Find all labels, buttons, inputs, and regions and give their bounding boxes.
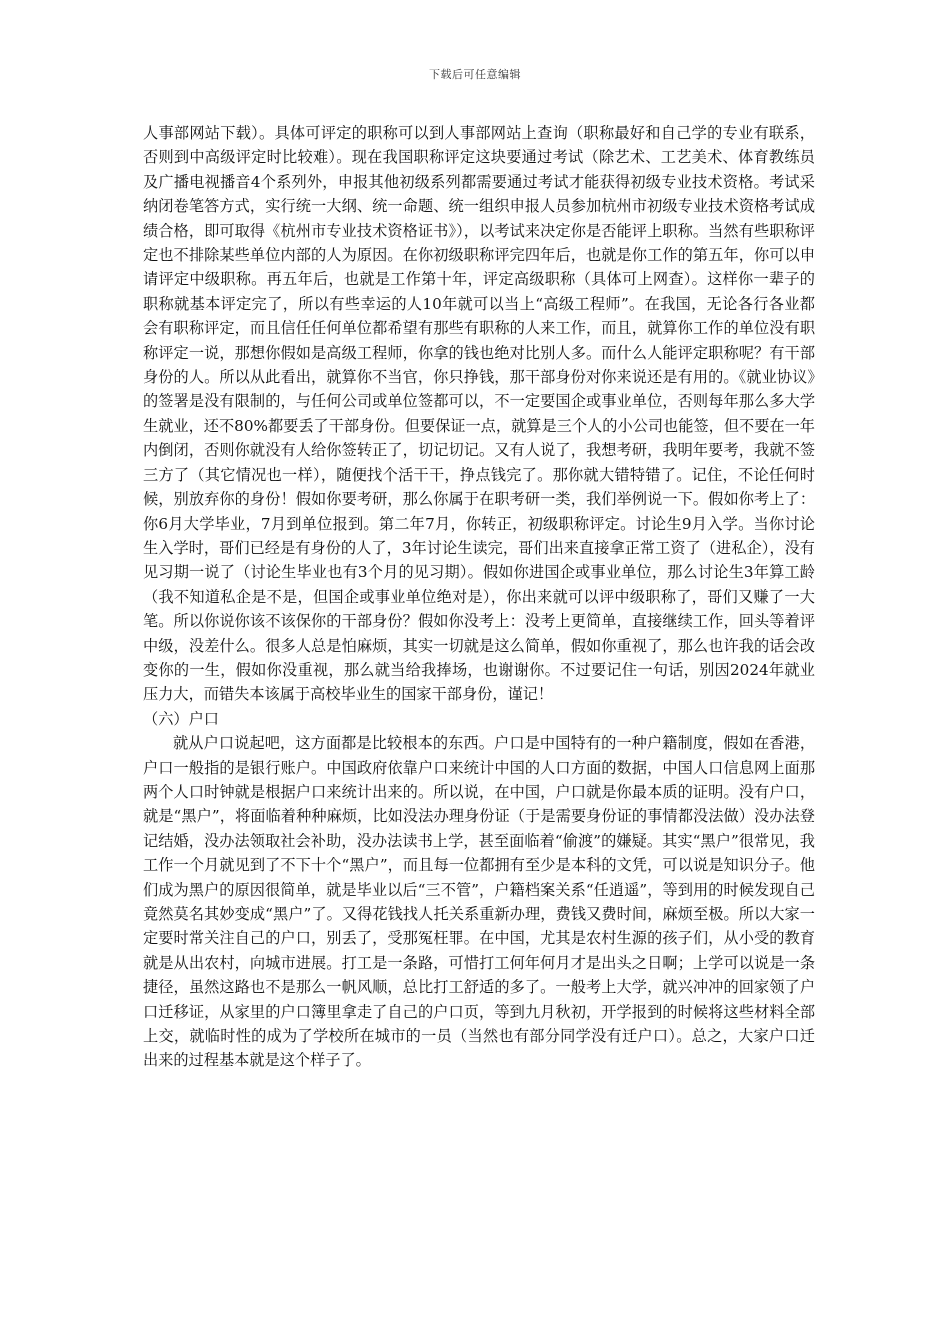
document-body <box>143 121 815 1073</box>
body-paragraph-job-title: 人事部网站下载）。具体可评定的职称可以到人事部网站上查询（职称最好和自己学的专业有联系，否则到中高级评定时比较难）。现在我国职称评定这块要通过考试（除艺术、工艺美术、体育教练员及广播电视播音4个系列外，申报其他初级系列都需要通过考试才能获得初级专业技术资格。考试采纳闭卷笔答方式，实行统一大纲、统一命题、统一组织申报人员参加杭州市初级专业技术资格考试成绩合格，即可取得《杭州市专业技术资格证书》），以考试来决定你是否能评上职称。当然有些职称评定也不排除某些单位内部的人为原因。在你初级职称评完四年后，也就是你工作的第五年，你可以申请评定中级职称。再五年后，也就是工作第十年，评定高级职称（具体可上网查）。这样你一辈子的职称就基本评定完了，所以有些幸运的人10年就可以当上“高级工程师”。在我国，无论各行各业都会有职称评定，而且信任任何单位都希望有那些有职称的人来工作，而且，就算你工作的单位没有职称评定一说，那想你假如是高级工程师，你拿的钱也绝对比别人多。而什么人能评定职称呢？有干部身份的人。所以从此看出，就算你不当官，你只挣钱，那干部身份对你来说还是有用的。《就业协议》的签署是没有限制的，与任何公司或单位签都可以，不一定要国企或事业单位，否则每年那么多大学生就业，还不80%都要丢了干部身份。但要保证一点，就算是三个人的小公司也能签，但不要在一年内倒闭，否则你就没有人给你签转正了，切记切记。又有人说了，我想考研，我明年要考，我就不签三方了（其它情况也一样），随便找个活干干，挣点钱完了。那你就大错特错了。记住，不论任何时候，别放弃你的身份！假如你要考研，那么你属于在职考研一类，我们举例说一下。假如你考上了：你6月大学毕业，7月到单位报到。第二年7月，你转正，初级职称评定。讨论生9月入学。当你讨论生入学时，哥们已经是有身份的人了，3年讨论生读完，哥们出来直接拿正常工资了（进私企），没有见习期一说了（讨论生毕业也有3个月的见习期）。假如你进国企或事业单位，那么讨论生3年算工龄（我不知道私企是不是，但国企或事业单位绝对是），你出来就可以评中级职称了，哥们又赚了一大笔。所以你说你该不该保你的干部身份？假如你没考上：没考上更简单，直接继续工作，回头等着评中级，没差什么。很多人总是怕麻烦，其实一切就是这么简单，假如你重视了，那么也许我的话会改变你的一生，假如你没重视，那么就当给我捧场，也谢谢你。不过要记住一句话，别因2024年就业压力大，而错失本该属于高校毕业生的国家干部身份，谨记！ <box>143 124 815 704</box>
section-heading-hukou: （六）户口 <box>143 709 219 728</box>
page-header: 下载后可任意编辑 <box>429 68 521 81</box>
body-paragraph-hukou: 就从户口说起吧，这方面都是比较根本的东西。户口是中国特有的一种户籍制度，假如在香港，户口一般指的是银行账户。中国政府依靠户口来统计中国的人口方面的数据，中国人口信息网上面那两个人口时钟就是根据户口来统计出来的。所以说，在中国，户口就是你最本质的证明。没有户口，就是“黑户”，将面临着种种麻烦，比如没法办理身份证（于是需要身份证的事情都没法做）没办法登记结婚，没办法领取社会补助，没办法读书上学，甚至面临着“偷渡”的嫌疑。其实“黑户”很常见，我工作一个月就见到了不下十个“黑户”，而且每一位都拥有至少是本科的文凭，可以说是知识分子。他们成为黑户的原因很简单，就是毕业以后“三不管”，户籍档案关系“任逍遥”，等到用的时候发现自己竟然莫名其妙变成“黑户”了。又得花钱找人托关系重新办理，费钱又费时间，麻烦至极。所以大家一定要时常关注自己的户口，别丢了，受那冤枉罪。在中国，尤其是农村生源的孩子们，从小受的教育就是从出农村，向城市进展。打工是一条路，可惜打工何年何月才是出头之日啊；上学可以说是一条捷径，虽然这路也不是那么一帆风顺，总比打工舒适的多了。一般考上大学，就兴冲冲的回家领了户口迁移证，从家里的户口簿里拿走了自己的户口页，等到九月秋初，开学报到的时候将这些材料全部上交，就临时性的成为了学校所在城市的一员（当然也有部分同学没有迁户口）。总之，大家户口迁出来的过程基本就是这个样子了。 <box>143 734 815 1070</box>
